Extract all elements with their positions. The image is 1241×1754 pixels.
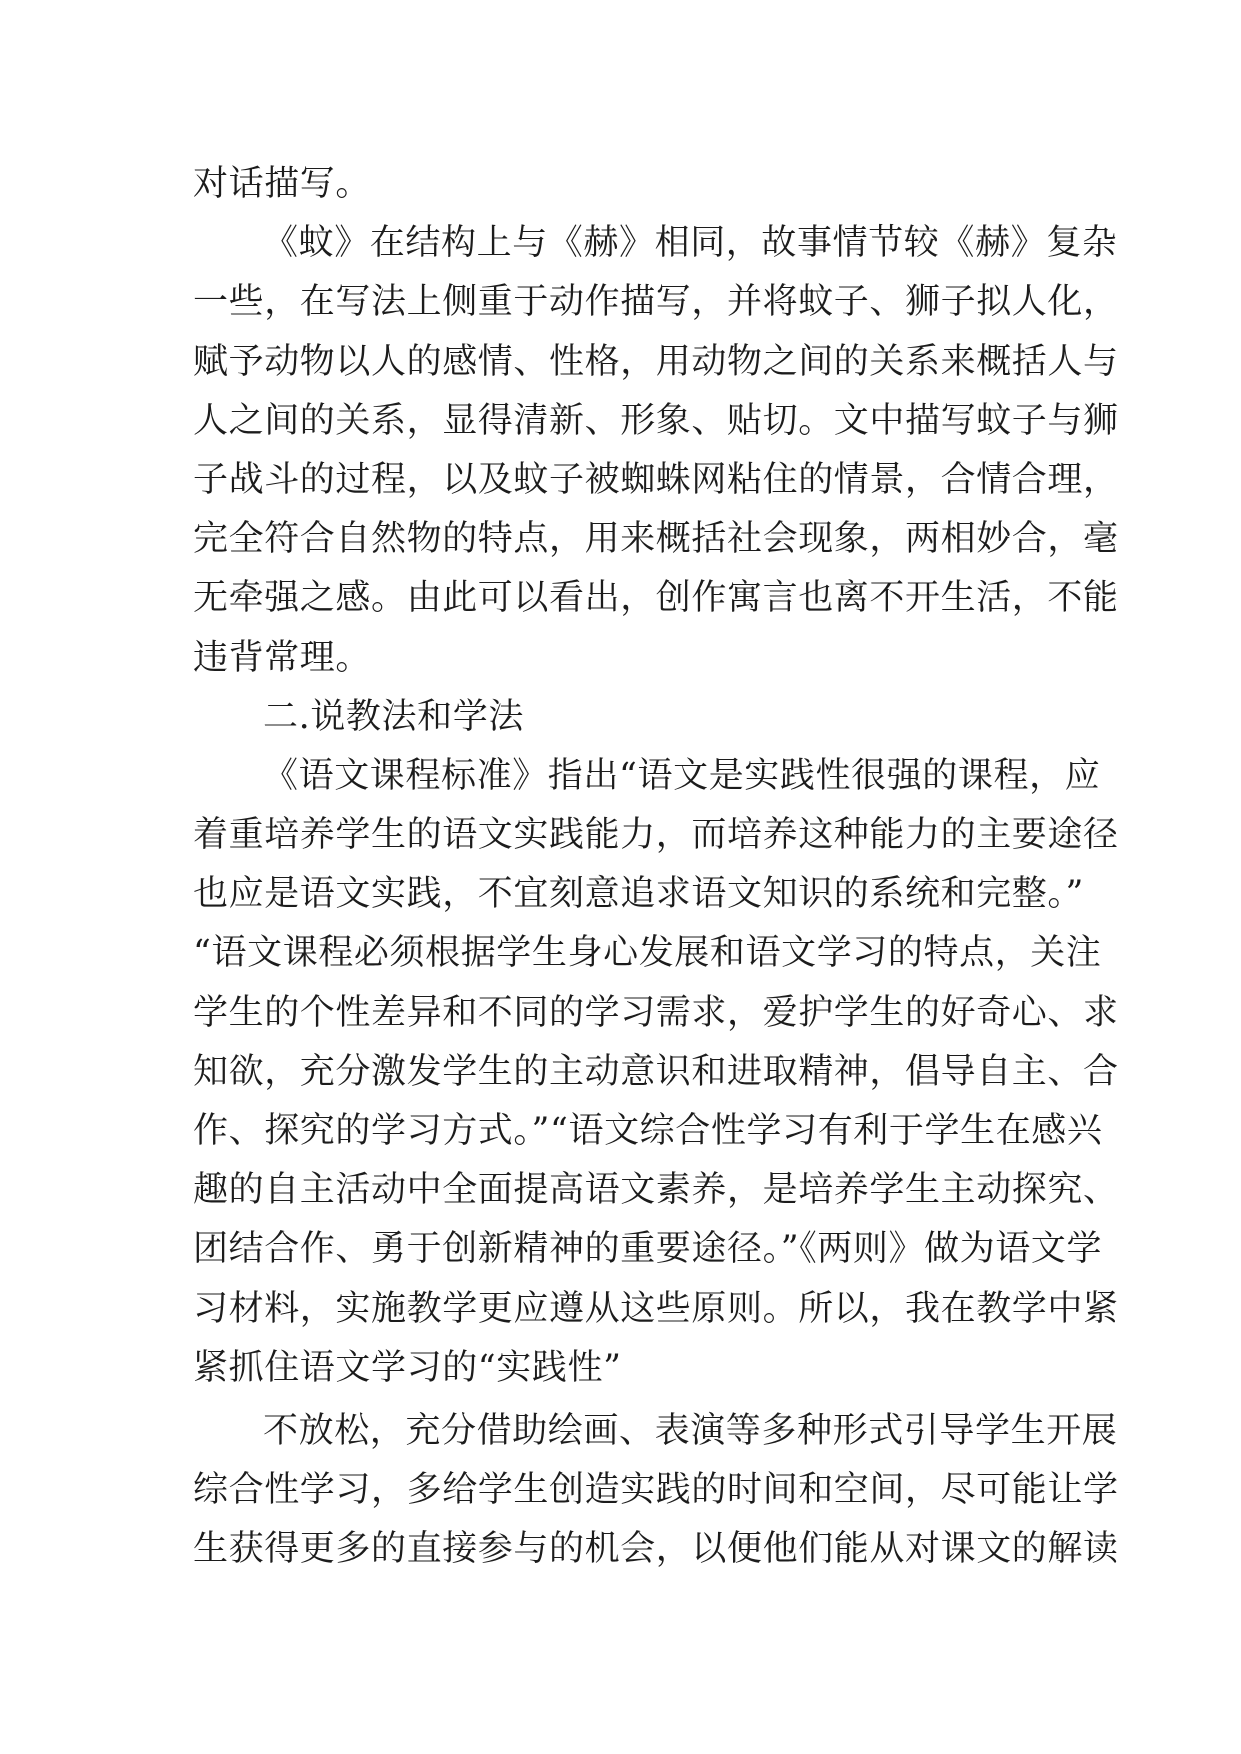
text-line: 对话描写。	[193, 164, 372, 204]
text-line: 学生的个性差异和不同的学习需求，爱护学生的好奇心、求	[193, 992, 1119, 1033]
text-line: 子战斗的过程，以及蚊子被蜘蛛网粘住的情景，合情合理，	[193, 459, 1119, 500]
text-line: 一些，在写法上侧重于动作描写，并将蚊子、狮子拟人化，	[193, 282, 1119, 323]
text-line: 着重培养学生的语文实践能力，而培养这种能力的主要途径	[193, 815, 1119, 856]
text-line: 综合性学习，多给学生创造实践的时间和空间，尽可能让学	[193, 1470, 1119, 1511]
text-line: 不放松，充分借助绘画、表演等多种形式引导学生开展	[263, 1410, 1118, 1451]
text-line: 人之间的关系，显得清新、形象、贴切。文中描写蚊子与狮	[193, 400, 1119, 441]
text-line: 作、探究的学习方式。”“语文综合性学习有利于学生在感兴	[193, 1111, 1103, 1151]
text-line: 无牵强之感。由此可以看出，创作寓言也离不开生活，不能	[193, 578, 1119, 619]
text-line: 紧抓住语文学习的“实践性”	[193, 1347, 622, 1388]
text-line: 团结合作、勇于创新精神的重要途径。”《两则》做为语文学	[193, 1229, 1103, 1270]
body-text	[193, 155, 1119, 1580]
text-line: 赋予动物以人的感情、性格，用动物之间的关系来概括人与	[193, 341, 1119, 382]
text-line: 完全符合自然物的特点，用来概括社会现象，两相妙合，毫	[193, 519, 1119, 560]
text-line: 习材料，实施教学更应遵从这些原则。所以，我在教学中紧	[193, 1288, 1119, 1329]
section-heading: 二.说教法和学法	[263, 696, 524, 737]
text-line: 也应是语文实践，不宜刻意追求语文知识的系统和完整。”	[193, 874, 1084, 915]
text-line: 《语文课程标准》指出“语文是实践性很强的课程，应	[263, 755, 1101, 796]
text-line: 违背常理。	[193, 637, 372, 678]
text-line: 生获得更多的直接参与的机会，以便他们能从对课文的解读	[193, 1529, 1119, 1570]
text-line: 《蚊》在结构上与《赫》相同，故事情节较《赫》复杂	[263, 223, 1118, 264]
text-line: 知欲，充分激发学生的主动意识和进取精神，倡导自主、合	[193, 1051, 1119, 1092]
text-line: 趣的自主活动中全面提高语文素养，是培养学生主动探究、	[193, 1170, 1119, 1211]
text-line: “语文课程必须根据学生身心发展和语文学习的特点，关注	[193, 933, 1102, 974]
